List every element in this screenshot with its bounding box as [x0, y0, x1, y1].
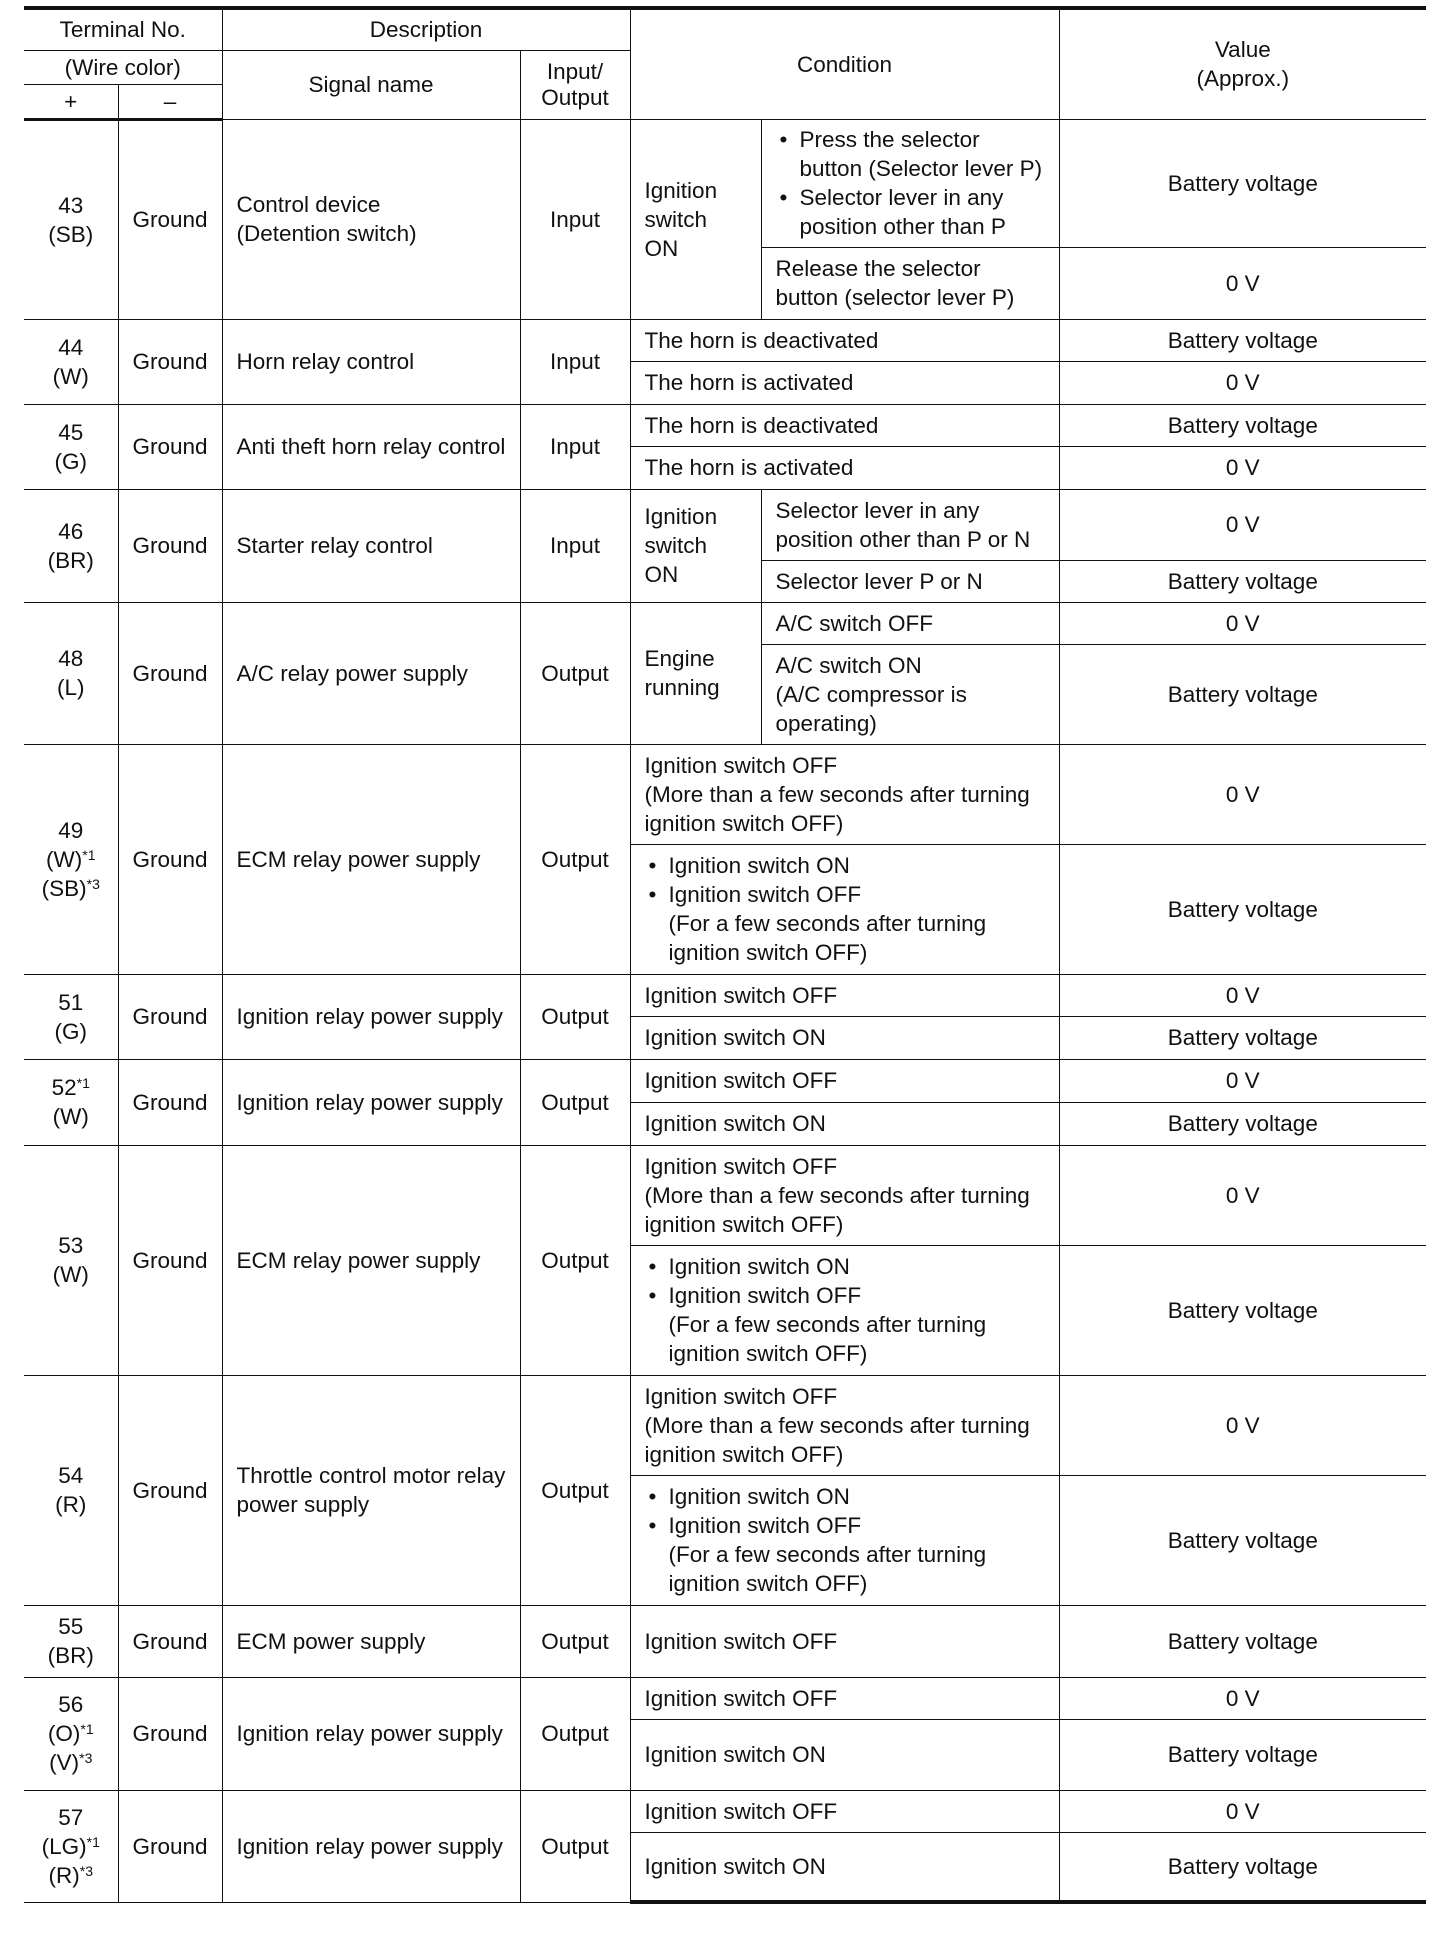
minus-terminal: Ground	[118, 744, 222, 974]
value: 0 V	[1059, 1790, 1426, 1832]
condition-bullet: • Ignition switch ON	[645, 1482, 1045, 1511]
signal-name: ECM power supply	[222, 1605, 520, 1677]
minus-terminal: Ground	[118, 1677, 222, 1790]
io-type: Output	[520, 602, 630, 744]
value: Battery voltage	[1059, 1605, 1426, 1677]
signal-name: Ignition relay power supply	[222, 1677, 520, 1790]
value: Battery voltage	[1059, 404, 1426, 446]
table-row-54	[24, 1375, 1426, 1475]
condition-bullets	[776, 125, 1045, 241]
condition-bullets	[645, 1482, 1045, 1540]
minus-terminal: Ground	[118, 119, 222, 319]
terminal-number: 51	[58, 989, 84, 1015]
value: 0 V	[1059, 602, 1426, 644]
signal-name: Ignition relay power supply	[222, 1059, 520, 1145]
header-io-line1: Input/	[546, 58, 604, 84]
header-terminal-no	[24, 8, 222, 50]
condition-bullet: • Ignition switch OFF	[645, 1281, 1045, 1310]
terminal-number: 54	[58, 1463, 84, 1488]
signal-name-line1: Control device	[236, 192, 381, 217]
wire-color: (W)	[52, 363, 89, 389]
condition	[630, 1475, 1059, 1605]
io-type: Output	[520, 1059, 630, 1145]
condition-bullet: • Selector lever in any position other than P	[776, 183, 1045, 241]
condition-subnote: (For a few seconds after turning ignition switch OFF)	[668, 1312, 987, 1366]
table-row-43	[24, 119, 1426, 247]
header-io-line2: Output	[541, 84, 609, 110]
terminal-cell	[24, 974, 118, 1059]
value: 0 V	[1059, 446, 1426, 489]
terminal-cell	[24, 1605, 118, 1677]
table-row-44	[24, 319, 1426, 361]
minus-terminal: Ground	[118, 319, 222, 404]
condition-line: (More than a few seconds after turning ignition switch OFF)	[644, 1182, 1030, 1237]
header-value	[1059, 8, 1426, 119]
condition: Ignition switch OFF	[630, 1677, 1059, 1719]
header-value-line1: Value	[1214, 37, 1271, 63]
condition-group: Engine running	[630, 602, 761, 744]
wire-color: (R)	[55, 1492, 87, 1517]
condition: The horn is activated	[630, 446, 1059, 489]
terminal-number: 46	[58, 518, 84, 544]
value: 0 V	[1059, 744, 1426, 844]
value: 0 V	[1059, 974, 1426, 1016]
io-type: Input	[520, 489, 630, 602]
value: 0 V	[1059, 1059, 1426, 1102]
terminal-number: 44	[58, 334, 84, 360]
minus-terminal: Ground	[118, 1375, 222, 1605]
header-terminal-no-text: Terminal No.	[59, 17, 186, 43]
signal-name: Throttle control motor relay power supply	[222, 1375, 520, 1605]
value: Battery voltage	[1059, 1102, 1426, 1145]
io-type: Input	[520, 404, 630, 489]
table-row-48	[24, 602, 1426, 644]
condition-group: Ignition switch ON	[630, 119, 761, 319]
terminal-number: 43	[58, 192, 84, 218]
wire-color: (W)	[52, 1104, 89, 1129]
condition-line: Ignition switch OFF	[644, 752, 838, 778]
wire-color: (G)	[54, 1018, 87, 1044]
minus-terminal: Ground	[118, 1790, 222, 1902]
condition: Ignition switch ON	[630, 1016, 1059, 1059]
io-type: Output	[520, 1790, 630, 1902]
value: Battery voltage	[1059, 1719, 1426, 1790]
table-row-56	[24, 1677, 1426, 1719]
condition: Selector lever in any position other than P or N	[761, 489, 1059, 560]
minus-terminal: Ground	[118, 404, 222, 489]
condition: Ignition switch OFF	[630, 1605, 1059, 1677]
terminal-cell	[24, 744, 118, 974]
signal-name: A/C relay power supply	[222, 602, 520, 744]
io-type: Input	[520, 119, 630, 319]
condition: Ignition switch ON	[630, 1719, 1059, 1790]
signal-name: Ignition relay power supply	[222, 1790, 520, 1902]
terminal-cell	[24, 602, 118, 744]
value: Battery voltage	[1059, 319, 1426, 361]
terminal-number: 48	[58, 646, 84, 671]
table-body	[24, 119, 1426, 1902]
wire-color: (O)	[47, 1721, 81, 1746]
minus-terminal: Ground	[118, 974, 222, 1059]
terminal-number: 52	[51, 1075, 77, 1100]
condition-bullet: • Ignition switch ON	[645, 1252, 1045, 1281]
condition: Ignition switch ON	[630, 1832, 1059, 1902]
condition-line: Ignition switch OFF	[644, 1383, 838, 1409]
ecm-terminal-table	[24, 6, 1426, 1904]
wire-color: (SB)	[41, 875, 87, 901]
value: Battery voltage	[1059, 1245, 1426, 1375]
condition-bullet: • Press the selector button (Selector lever P)	[776, 125, 1045, 183]
terminal-number: 45	[58, 419, 84, 445]
condition-line: Ignition switch OFF	[644, 1153, 838, 1179]
value: 0 V	[1059, 361, 1426, 404]
condition: Ignition switch OFF	[630, 974, 1059, 1016]
condition-group: Ignition switch ON	[630, 489, 761, 602]
signal-name: Ignition relay power supply	[222, 974, 520, 1059]
table-row-49	[24, 744, 1426, 844]
wire-color: (W)	[46, 846, 83, 872]
condition-line: (A/C compressor is operating)	[775, 681, 967, 736]
terminal-cell	[24, 1375, 118, 1605]
signal-name: ECM relay power supply	[222, 1145, 520, 1375]
footnote-ref: *3	[79, 1862, 93, 1879]
terminal-table-container	[24, 6, 1426, 1904]
condition-bullet: • Ignition switch ON	[645, 851, 1045, 880]
header-signal-name: Signal name	[222, 50, 520, 119]
minus-terminal: Ground	[118, 489, 222, 602]
condition	[630, 744, 1059, 844]
table-row-57	[24, 1790, 1426, 1832]
condition-bullet: • Ignition switch OFF	[645, 880, 1045, 909]
terminal-cell	[24, 1677, 118, 1790]
wire-color: (R)	[48, 1862, 80, 1888]
footnote-ref: *1	[80, 1721, 94, 1737]
footnote-ref: *3	[86, 875, 100, 892]
value: Battery voltage	[1059, 560, 1426, 602]
terminal-number: 57	[58, 1804, 84, 1830]
table-row-46	[24, 489, 1426, 560]
io-type: Output	[520, 1375, 630, 1605]
condition: A/C switch OFF	[761, 602, 1059, 644]
condition-bullets	[645, 851, 1045, 909]
io-type: Output	[520, 744, 630, 974]
terminal-cell	[24, 119, 118, 319]
header-wire-color: (Wire color)	[24, 50, 222, 84]
signal-name-line2: (Detention switch)	[236, 221, 417, 246]
header-value-line2: (Approx.)	[1196, 66, 1290, 92]
wire-color: (LG)	[41, 1833, 87, 1859]
condition	[761, 644, 1059, 744]
table-row-55	[24, 1605, 1426, 1677]
condition	[761, 119, 1059, 247]
io-type: Input	[520, 319, 630, 404]
signal-name: Anti theft horn relay control	[222, 404, 520, 489]
minus-terminal: Ground	[118, 1145, 222, 1375]
signal-name: Horn relay control	[222, 319, 520, 404]
condition	[630, 1375, 1059, 1475]
value: 0 V	[1059, 1677, 1426, 1719]
condition-line: A/C switch ON	[775, 652, 922, 678]
condition: The horn is activated	[630, 361, 1059, 404]
terminal-cell	[24, 1790, 118, 1902]
footnote-ref: *1	[86, 1833, 100, 1850]
condition	[630, 1245, 1059, 1375]
wire-color: (V)	[49, 1750, 80, 1775]
value: Battery voltage	[1059, 844, 1426, 974]
condition-subnote: (For a few seconds after turning ignition switch OFF)	[668, 911, 987, 965]
footnote-ref: *1	[76, 1075, 90, 1091]
condition: Ignition switch OFF	[630, 1059, 1059, 1102]
condition-line: (More than a few seconds after turning ignition switch OFF)	[644, 781, 1030, 836]
condition: Ignition switch OFF	[630, 1790, 1059, 1832]
signal-name: ECM relay power supply	[222, 744, 520, 974]
condition-line: (More than a few seconds after turning ignition switch OFF)	[644, 1412, 1030, 1467]
condition: Release the selector button (selector lever P)	[761, 247, 1059, 319]
value: 0 V	[1059, 489, 1426, 560]
header-plus: +	[24, 84, 118, 119]
signal-name: Starter relay control	[222, 489, 520, 602]
value: 0 V	[1059, 1145, 1426, 1245]
footnote-ref: *1	[82, 846, 96, 863]
io-type: Output	[520, 1145, 630, 1375]
io-type: Output	[520, 1605, 630, 1677]
value: 0 V	[1059, 247, 1426, 319]
table-header	[24, 8, 1426, 119]
condition	[630, 1145, 1059, 1245]
io-type: Output	[520, 1677, 630, 1790]
terminal-cell	[24, 319, 118, 404]
condition-bullets	[645, 1252, 1045, 1310]
table-row-51	[24, 974, 1426, 1016]
condition: The horn is deactivated	[630, 404, 1059, 446]
terminal-cell	[24, 1059, 118, 1145]
minus-terminal: Ground	[118, 1605, 222, 1677]
wire-color: (BR)	[47, 547, 94, 573]
header-condition: Condition	[630, 8, 1059, 119]
value: 0 V	[1059, 1375, 1426, 1475]
condition-subnote: (For a few seconds after turning ignition switch OFF)	[668, 1542, 987, 1596]
terminal-number: 55	[58, 1614, 84, 1639]
header-description: Description	[222, 8, 630, 50]
footnote-ref: *3	[79, 1750, 93, 1766]
terminal-number: 56	[58, 1692, 84, 1717]
terminal-cell	[24, 489, 118, 602]
condition	[630, 844, 1059, 974]
value: Battery voltage	[1059, 1016, 1426, 1059]
terminal-number: 53	[58, 1233, 84, 1258]
header-minus: –	[118, 84, 222, 119]
table-row-52	[24, 1059, 1426, 1102]
minus-terminal: Ground	[118, 602, 222, 744]
value: Battery voltage	[1059, 644, 1426, 744]
terminal-number: 49	[58, 817, 84, 843]
header-input-output	[520, 50, 630, 119]
condition-bullet: • Ignition switch OFF	[645, 1511, 1045, 1540]
terminal-cell	[24, 1145, 118, 1375]
value: Battery voltage	[1059, 1475, 1426, 1605]
value: Battery voltage	[1059, 119, 1426, 247]
condition: The horn is deactivated	[630, 319, 1059, 361]
condition: Ignition switch ON	[630, 1102, 1059, 1145]
wire-color: (SB)	[48, 221, 94, 247]
value: Battery voltage	[1059, 1832, 1426, 1902]
wire-color: (BR)	[47, 1643, 94, 1668]
wire-color: (L)	[57, 675, 85, 700]
signal-name	[222, 119, 520, 319]
terminal-cell	[24, 404, 118, 489]
table-row-45	[24, 404, 1426, 446]
wire-color: (G)	[54, 448, 87, 474]
wire-color: (W)	[52, 1262, 89, 1287]
minus-terminal: Ground	[118, 1059, 222, 1145]
io-type: Output	[520, 974, 630, 1059]
table-row-53	[24, 1145, 1426, 1245]
condition: Selector lever P or N	[761, 560, 1059, 602]
